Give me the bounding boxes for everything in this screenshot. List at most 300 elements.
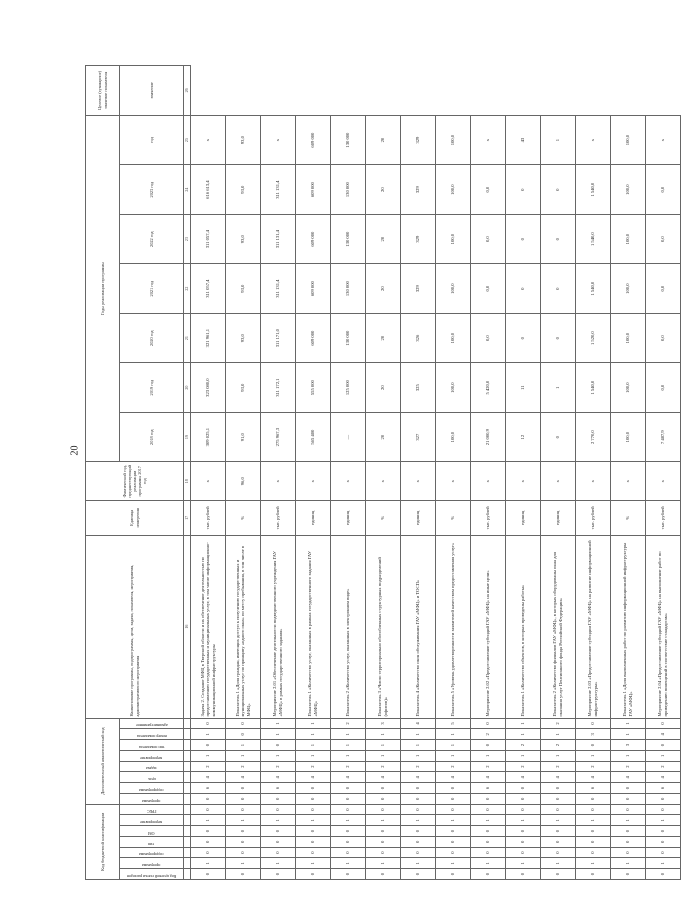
code-cell: 0 [610,847,645,858]
code-cell: 1 [540,815,575,826]
code-cell: 0 [225,869,260,880]
value-cell: 1 540,0 [575,165,610,215]
table-row [575,66,610,880]
value-cell: 0 [505,313,540,363]
code-cell: 4 [505,772,540,783]
code-cell: 0 [505,869,540,880]
code-cell: 0 [225,729,260,740]
value-cell: 100,0 [610,363,645,413]
value-cell: 20 [365,412,400,462]
code-cell: 0 [505,847,540,858]
code-cell: 1 [295,858,330,869]
code-cell: 1 [610,750,645,761]
code-cell: 1 [470,815,505,826]
code-cell: 0 [575,804,610,815]
code-cell: 1 [400,858,435,869]
description-cell: Показатель 3 «Число территориально обособленных структурных подразделений (офисов)» [365,535,400,718]
header-year: 2018 год [120,412,184,462]
code-cell: 0 [435,804,470,815]
code-cell: 0 [435,837,470,848]
unit-cell: тыс. рублей [575,501,610,535]
code-cell: 1 [295,740,330,751]
description-cell: Показатель 1 «Доля выполненных работ по развитию информационной инфраструктуры ГАУ «МФЦ» [610,535,645,718]
column-number [184,793,191,804]
code-cell: 2 [540,740,575,751]
code-cell: 1 [190,750,225,761]
value-cell: 130 000 [330,214,365,264]
description-cell: Задача 2. Создание МФЦ в Тверской области и их обеспечение деятельностью по предоставлению государственных и муниципальных услуг, в том числе информационно-коммуникационной инфраструктуры [190,535,225,718]
code-cell: 0 [645,804,680,815]
value-cell: 7 487,9 [645,412,680,462]
code-cell: 4 [645,772,680,783]
value-cell: 100,0 [610,115,645,165]
code-cell: 0 [190,869,225,880]
code-cell: 1 [295,750,330,761]
code-cell: 0 [470,793,505,804]
code-cell: 0 [540,793,575,804]
code-cell: 0 [435,826,470,837]
code-cell: 1 [190,815,225,826]
code-cell: 0 [260,837,295,848]
code-cell: 0 [225,783,260,794]
code-cell: 1 [295,718,330,729]
code-cell: 0 [575,837,610,848]
value-cell: 100,0 [435,165,470,215]
unit-cell: тыс. рублей [470,501,505,535]
description-cell: Показатель 1 «Количество объектов, в которых проведены работы» [505,535,540,718]
column-number: 21 [184,313,191,363]
value-cell: 0,0 [470,214,505,264]
header-kbk-sub: Код целевой статьи расходов [120,869,184,880]
code-cell: 4 [260,772,295,783]
code-cell: 1 [470,750,505,761]
code-cell: 0 [365,783,400,794]
code-cell: 1 [610,718,645,729]
code-cell: 3 [575,729,610,740]
code-cell: 1 [645,815,680,826]
value-cell: 1 540,0 [575,264,610,314]
description-cell: Показатель 1 «Доля граждан, имеющих доступ к получению государственных и муниципальных услуг по принципу «одного окна» по месту пребывания, в том числе в МФЦ» [225,535,260,718]
code-cell: 0 [330,869,365,880]
description-cell: Показатель 2 «Количество услуг, оказанных в электронном виде» [330,535,365,718]
code-cell: 1 [190,858,225,869]
value-cell: х [610,462,645,501]
code-cell: 0 [575,718,610,729]
column-number: 18 [184,462,191,501]
code-cell: 0 [190,847,225,858]
code-cell: 1 [435,740,470,751]
column-number [184,783,191,794]
column-number [184,761,191,772]
code-cell: 0 [645,869,680,880]
value-cell: 100,0 [610,264,645,314]
code-cell: 4 [400,718,435,729]
code-cell: 0 [540,837,575,848]
unit-cell: % [435,501,470,535]
value-cell: 0 [505,165,540,215]
code-cell: 0 [260,804,295,815]
code-cell: 2 [505,761,540,772]
header-extra-col: цель [120,772,184,783]
code-cell: 1 [470,858,505,869]
code-cell: 0 [365,826,400,837]
code-cell: 4 [470,772,505,783]
code-cell: 0 [190,740,225,751]
header-year: 2021 год [120,264,184,314]
value-cell: х [575,115,610,165]
code-cell: 0 [540,869,575,880]
code-cell: 1 [505,729,540,740]
value-cell: 100,0 [610,412,645,462]
column-number: 17 [184,501,191,535]
code-cell: 0 [575,740,610,751]
code-cell: 1 [435,729,470,740]
code-cell: 0 [505,804,540,815]
code-cell: 1 [330,729,365,740]
header-kbk-col: тип [120,837,184,848]
value-cell: 100,0 [435,264,470,314]
value-cell: х [540,462,575,501]
code-cell: 0 [645,826,680,837]
header-extra-col: номер показателя [120,729,184,740]
code-cell: 0 [575,847,610,858]
value-cell: 93,0 [225,363,260,413]
unit-cell: единиц [295,501,330,535]
code-cell: 0 [330,793,365,804]
value-cell: 91,0 [225,412,260,462]
value-cell: 0 [540,264,575,314]
column-number: 16 [184,535,191,718]
code-cell: 1 [365,858,400,869]
column-number [184,772,191,783]
code-cell: 4 [400,772,435,783]
description-cell: Показатель 5 «Уровень удовлетворенности заявителей качеством предоставления услуг» [435,535,470,718]
value-cell: 0 [540,165,575,215]
value-cell: 311 057,4 [190,264,225,314]
value-cell: 20 [365,165,400,215]
code-cell: 0 [400,826,435,837]
header-year: 2019 год [120,363,184,413]
description-cell: Мероприятие 2.02 «Предоставление субсидий ГАУ «МФЦ» на иные цели» [470,535,505,718]
value-cell: 311 131,4 [260,264,295,314]
value-cell: 565 400 [295,412,330,462]
value-cell: 125 000 [330,363,365,413]
code-cell: 0 [505,837,540,848]
value-cell: х [295,462,330,501]
value-cell: 96,0 [225,462,260,501]
value-cell: х [330,462,365,501]
value-cell: 609 000 [295,115,330,165]
code-cell: 2 [295,761,330,772]
value-cell: х [470,462,505,501]
value-cell: 329 [400,264,435,314]
code-cell: 0 [260,793,295,804]
code-cell: 1 [645,750,680,761]
table-row [645,66,680,880]
code-cell: 1 [295,815,330,826]
code-cell: 2 [400,761,435,772]
description-cell: Мероприятие 2.01 «Обеспечение деятельности подведомственного учреждения ГАУ «МФЦ» в рамках государственного задания» [260,535,295,718]
code-cell: 0 [435,793,470,804]
code-cell: 0 [225,793,260,804]
value-cell: х [190,462,225,501]
value-cell: 12 [505,412,540,462]
value-cell: 275 967,3 [260,412,295,462]
value-cell: 93,0 [225,115,260,165]
code-cell: 0 [295,837,330,848]
value-cell: 100,0 [435,313,470,363]
code-cell: 0 [400,793,435,804]
code-cell: 2 [540,718,575,729]
code-cell: 0 [645,793,680,804]
code-cell: 0 [435,783,470,794]
code-cell: 0 [225,718,260,729]
code-cell: 4 [365,772,400,783]
value-cell: 130 000 [330,115,365,165]
value-cell: 0,0 [645,165,680,215]
code-cell: 4 [435,772,470,783]
header-extra-col: административное [120,718,184,729]
code-cell: 0 [540,847,575,858]
value-cell: 100,0 [435,115,470,165]
code-cell: 0 [400,869,435,880]
code-cell: 1 [435,815,470,826]
value-cell: — [330,412,365,462]
unit-cell: единиц [400,501,435,535]
value-cell: 311 131,4 [260,214,295,264]
code-cell: 1 [575,858,610,869]
value-cell: х [645,462,680,501]
code-cell: 1 [575,815,610,826]
column-number [184,729,191,740]
header-row-1 [86,66,120,880]
value-cell: 311 171,0 [260,313,295,363]
table-row [400,66,435,880]
unit-cell: тыс. рублей [190,501,225,535]
value-cell: 2 770,0 [575,412,610,462]
value-cell: 5 420,0 [470,363,505,413]
header-final-sub: значение [120,66,184,116]
column-number: 23 [184,214,191,264]
code-cell: 1 [505,815,540,826]
code-cell: 0 [365,793,400,804]
value-cell: х [505,462,540,501]
code-cell: 0 [365,804,400,815]
code-cell: 4 [610,772,645,783]
code-cell: 6 [260,783,295,794]
code-cell: 2 [610,761,645,772]
column-number [184,858,191,869]
code-cell: 0 [400,837,435,848]
header-description: Наименование программы, подпрограммы, цели, задачи, показателя, мероприятия, административного мероприятия [86,535,184,718]
value-cell: 20 [365,214,400,264]
column-number: 25 [184,115,191,165]
value-cell: 0,0 [645,264,680,314]
code-cell: 0 [540,783,575,794]
code-cell: 2 [225,761,260,772]
code-cell: 5 [435,718,470,729]
value-cell: 93,0 [225,313,260,363]
value-cell: 1 [540,363,575,413]
value-cell: 100,0 [610,214,645,264]
description-cell: Показатель 1 «Количество услуг, оказанных в рамках государственного задания ГАУ «МФЦ» [295,535,330,718]
code-cell: 0 [505,783,540,794]
value-cell: х [260,115,295,165]
code-cell: 2 [540,761,575,772]
code-cell: 4 [330,772,365,783]
code-cell: 1 [575,750,610,761]
code-cell: 1 [365,815,400,826]
header-extra-col: тип показателя [120,740,184,751]
code-cell: 1 [435,858,470,869]
code-cell: 4 [645,729,680,740]
unit-cell: % [365,501,400,535]
code-cell: 0 [575,826,610,837]
value-cell: 609 000 [295,214,330,264]
value-cell: х [260,462,295,501]
value-cell: х [365,462,400,501]
code-cell: 0 [610,793,645,804]
code-cell: 1 [330,750,365,761]
code-cell: 1 [330,815,365,826]
value-cell: 555 000 [295,363,330,413]
code-cell: 0 [400,847,435,858]
value-cell: 326 [400,313,435,363]
code-cell: 0 [190,837,225,848]
code-cell: 1 [505,718,540,729]
code-cell: 4 [540,772,575,783]
code-cell: 2 [575,761,610,772]
value-cell: 0,0 [470,264,505,314]
header-extra-col: подпрограмма [120,783,184,794]
unit-cell: % [225,501,260,535]
value-cell: 100,0 [435,363,470,413]
program-indicators-table [85,65,681,880]
code-cell: 0 [470,740,505,751]
unit-cell: единиц [540,501,575,535]
code-cell: 1 [330,740,365,751]
code-cell: 1 [435,750,470,761]
code-cell: 0 [610,826,645,837]
code-cell: 1 [225,750,260,761]
header-extra-col: программа [120,793,184,804]
header-extra-group: Дополнительный аналитический код [86,718,120,804]
value-cell: 0 [505,264,540,314]
code-cell: 0 [435,847,470,858]
description-cell: Показатель 2 «Количество филиалов ГАУ «МФЦ», в которых оборудованы окна для оказания услуг Пенсионного фонда Российской Федерации» [540,535,575,718]
value-cell: 1 540,0 [575,363,610,413]
code-cell: 1 [260,718,295,729]
value-cell: х [400,462,435,501]
value-cell: 0 [505,214,540,264]
code-cell: 0 [610,783,645,794]
column-number [184,718,191,729]
code-cell: 1 [610,729,645,740]
value-cell: х [190,115,225,165]
code-cell: 0 [295,826,330,837]
code-cell: 4 [225,772,260,783]
code-cell: 0 [645,837,680,848]
value-cell: 609 000 [295,264,330,314]
header-year: год [120,115,184,165]
table-row [435,66,470,880]
code-cell: 1 [400,740,435,751]
value-cell: х [645,115,680,165]
code-cell: 2 [470,761,505,772]
description-cell: Мероприятие 2.04 «Предоставление субсидий ГАУ «МФЦ» на выполнение работ по приведению помещений в соответствие стандартам» [645,535,680,718]
value-cell: 311 131,4 [260,165,295,215]
value-cell: 21 000,9 [470,412,505,462]
code-cell: 6 [470,783,505,794]
column-number [184,837,191,848]
code-cell: 0 [365,837,400,848]
code-cell: 1 [400,815,435,826]
value-cell: 0,0 [470,313,505,363]
code-cell: 1 [295,729,330,740]
value-cell: 1 [540,115,575,165]
code-cell: 0 [225,826,260,837]
code-cell: 1 [505,858,540,869]
code-cell: 1 [225,815,260,826]
value-cell: 0,0 [645,313,680,363]
unit-cell: единиц [505,501,540,535]
column-number [184,847,191,858]
header-unit: Единица измерения [86,501,184,535]
code-cell: 2 [470,729,505,740]
value-cell: 323 080,0 [190,363,225,413]
code-cell: 0 [470,804,505,815]
value-cell: 100,0 [610,165,645,215]
value-cell: 93,0 [225,165,260,215]
code-cell: 0 [190,826,225,837]
code-cell: 0 [225,847,260,858]
code-cell: 0 [295,869,330,880]
header-base-year: Фактический год, предшествующий реализации программы 2017 год [86,462,184,501]
rotated-table-page [85,65,668,880]
code-cell: 0 [540,804,575,815]
table-row [540,66,575,880]
code-cell: 0 [190,793,225,804]
code-cell: 4 [575,772,610,783]
column-number [184,740,191,751]
value-cell: 20 [365,313,400,363]
code-cell: 6 [190,783,225,794]
header-kbk-col: ГРБС [120,804,184,815]
code-cell: 0 [645,847,680,858]
header-year: 2020 год [120,313,184,363]
column-number: 22 [184,264,191,314]
code-cell: 0 [610,869,645,880]
header-extra-col: задача [120,761,184,772]
table-row [505,66,540,880]
column-number [184,815,191,826]
code-cell: 0 [260,826,295,837]
value-cell: 609 000 [295,313,330,363]
value-cell: 130 000 [330,165,365,215]
code-cell: 0 [575,793,610,804]
value-cell: 0 [540,412,575,462]
code-cell: 1 [645,858,680,869]
code-cell: 1 [505,750,540,761]
column-number [184,804,191,815]
code-cell: 0 [540,826,575,837]
code-cell: 0 [400,804,435,815]
value-cell: 311 057,4 [190,214,225,264]
code-cell: 6 [645,783,680,794]
unit-cell: единиц [330,501,365,535]
code-cell: 4 [295,772,330,783]
code-cell: 2 [645,761,680,772]
